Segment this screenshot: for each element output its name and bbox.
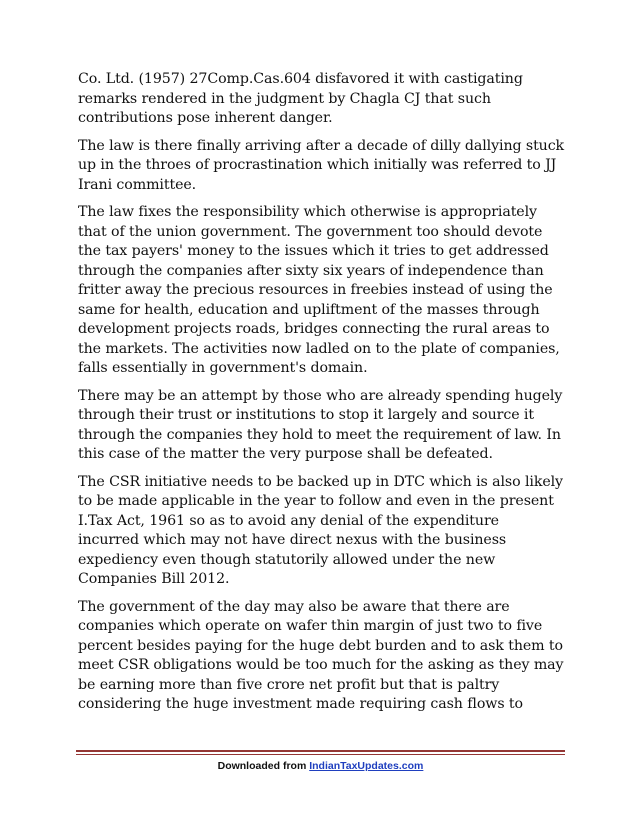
page-footer	[76, 760, 565, 772]
footer-rule-thick	[76, 750, 565, 752]
paragraph-2: The law is there finally arriving after a decade of dilly dallying stuck up in the throes of procrastination which initially was referred to JJ Irani committee.	[78, 137, 565, 193]
footer-link[interactable]: IndianTaxUpdates.com	[309, 760, 424, 772]
paragraph-1: Co. Ltd. (1957) 27Comp.Cas.604 disfavored it with castigating remarks rendered in the judgment by Chagla CJ that such contributions pose inherent danger.	[78, 71, 523, 126]
paragraph-6: The government of the day may also be aware that there are companies which operate on wafer thin margin of just two to five percent besides paying for the huge debt burden and to ask them to meet CSR obligations would be too much for the asking as they may be earning more than five crore net profit but that is paltry considering the huge investment made requiring cash flows to	[78, 598, 564, 712]
footer-rule-thin	[76, 754, 565, 755]
footer-prefix: Downloaded from	[217, 760, 310, 772]
body-text	[78, 70, 572, 723]
paragraph-4: There may be an attempt by those who are already spending hugely through their trust or institutions to stop it largely and source it through the companies they hold to meet the requirement of law. In this case of the matter the very purpose shall be defeated.	[78, 387, 563, 462]
paragraph-3: The law fixes the responsibility which otherwise is appropriately that of the union government. The government too should devote the tax payers' money to the issues which it tries to get addressed through the companies after sixty six years of independence than fritter away the precious resources in freebies instead of using the same for health, education and upliftment of the masses through development projects roads, bridges connecting the rural areas to the markets. The activities now ladled on to the plate of companies, falls essentially in government's domain.	[78, 204, 560, 376]
paragraph-5: The CSR initiative needs to be backed up in DTC which is also likely to be made applicable in the year to follow and even in the present I.Tax Act, 1961 so as to avoid any denial of the expenditure incurred which may not have direct nexus with the business expediency even though statutorily allowed under the new Companies Bill 2012.	[78, 473, 563, 587]
